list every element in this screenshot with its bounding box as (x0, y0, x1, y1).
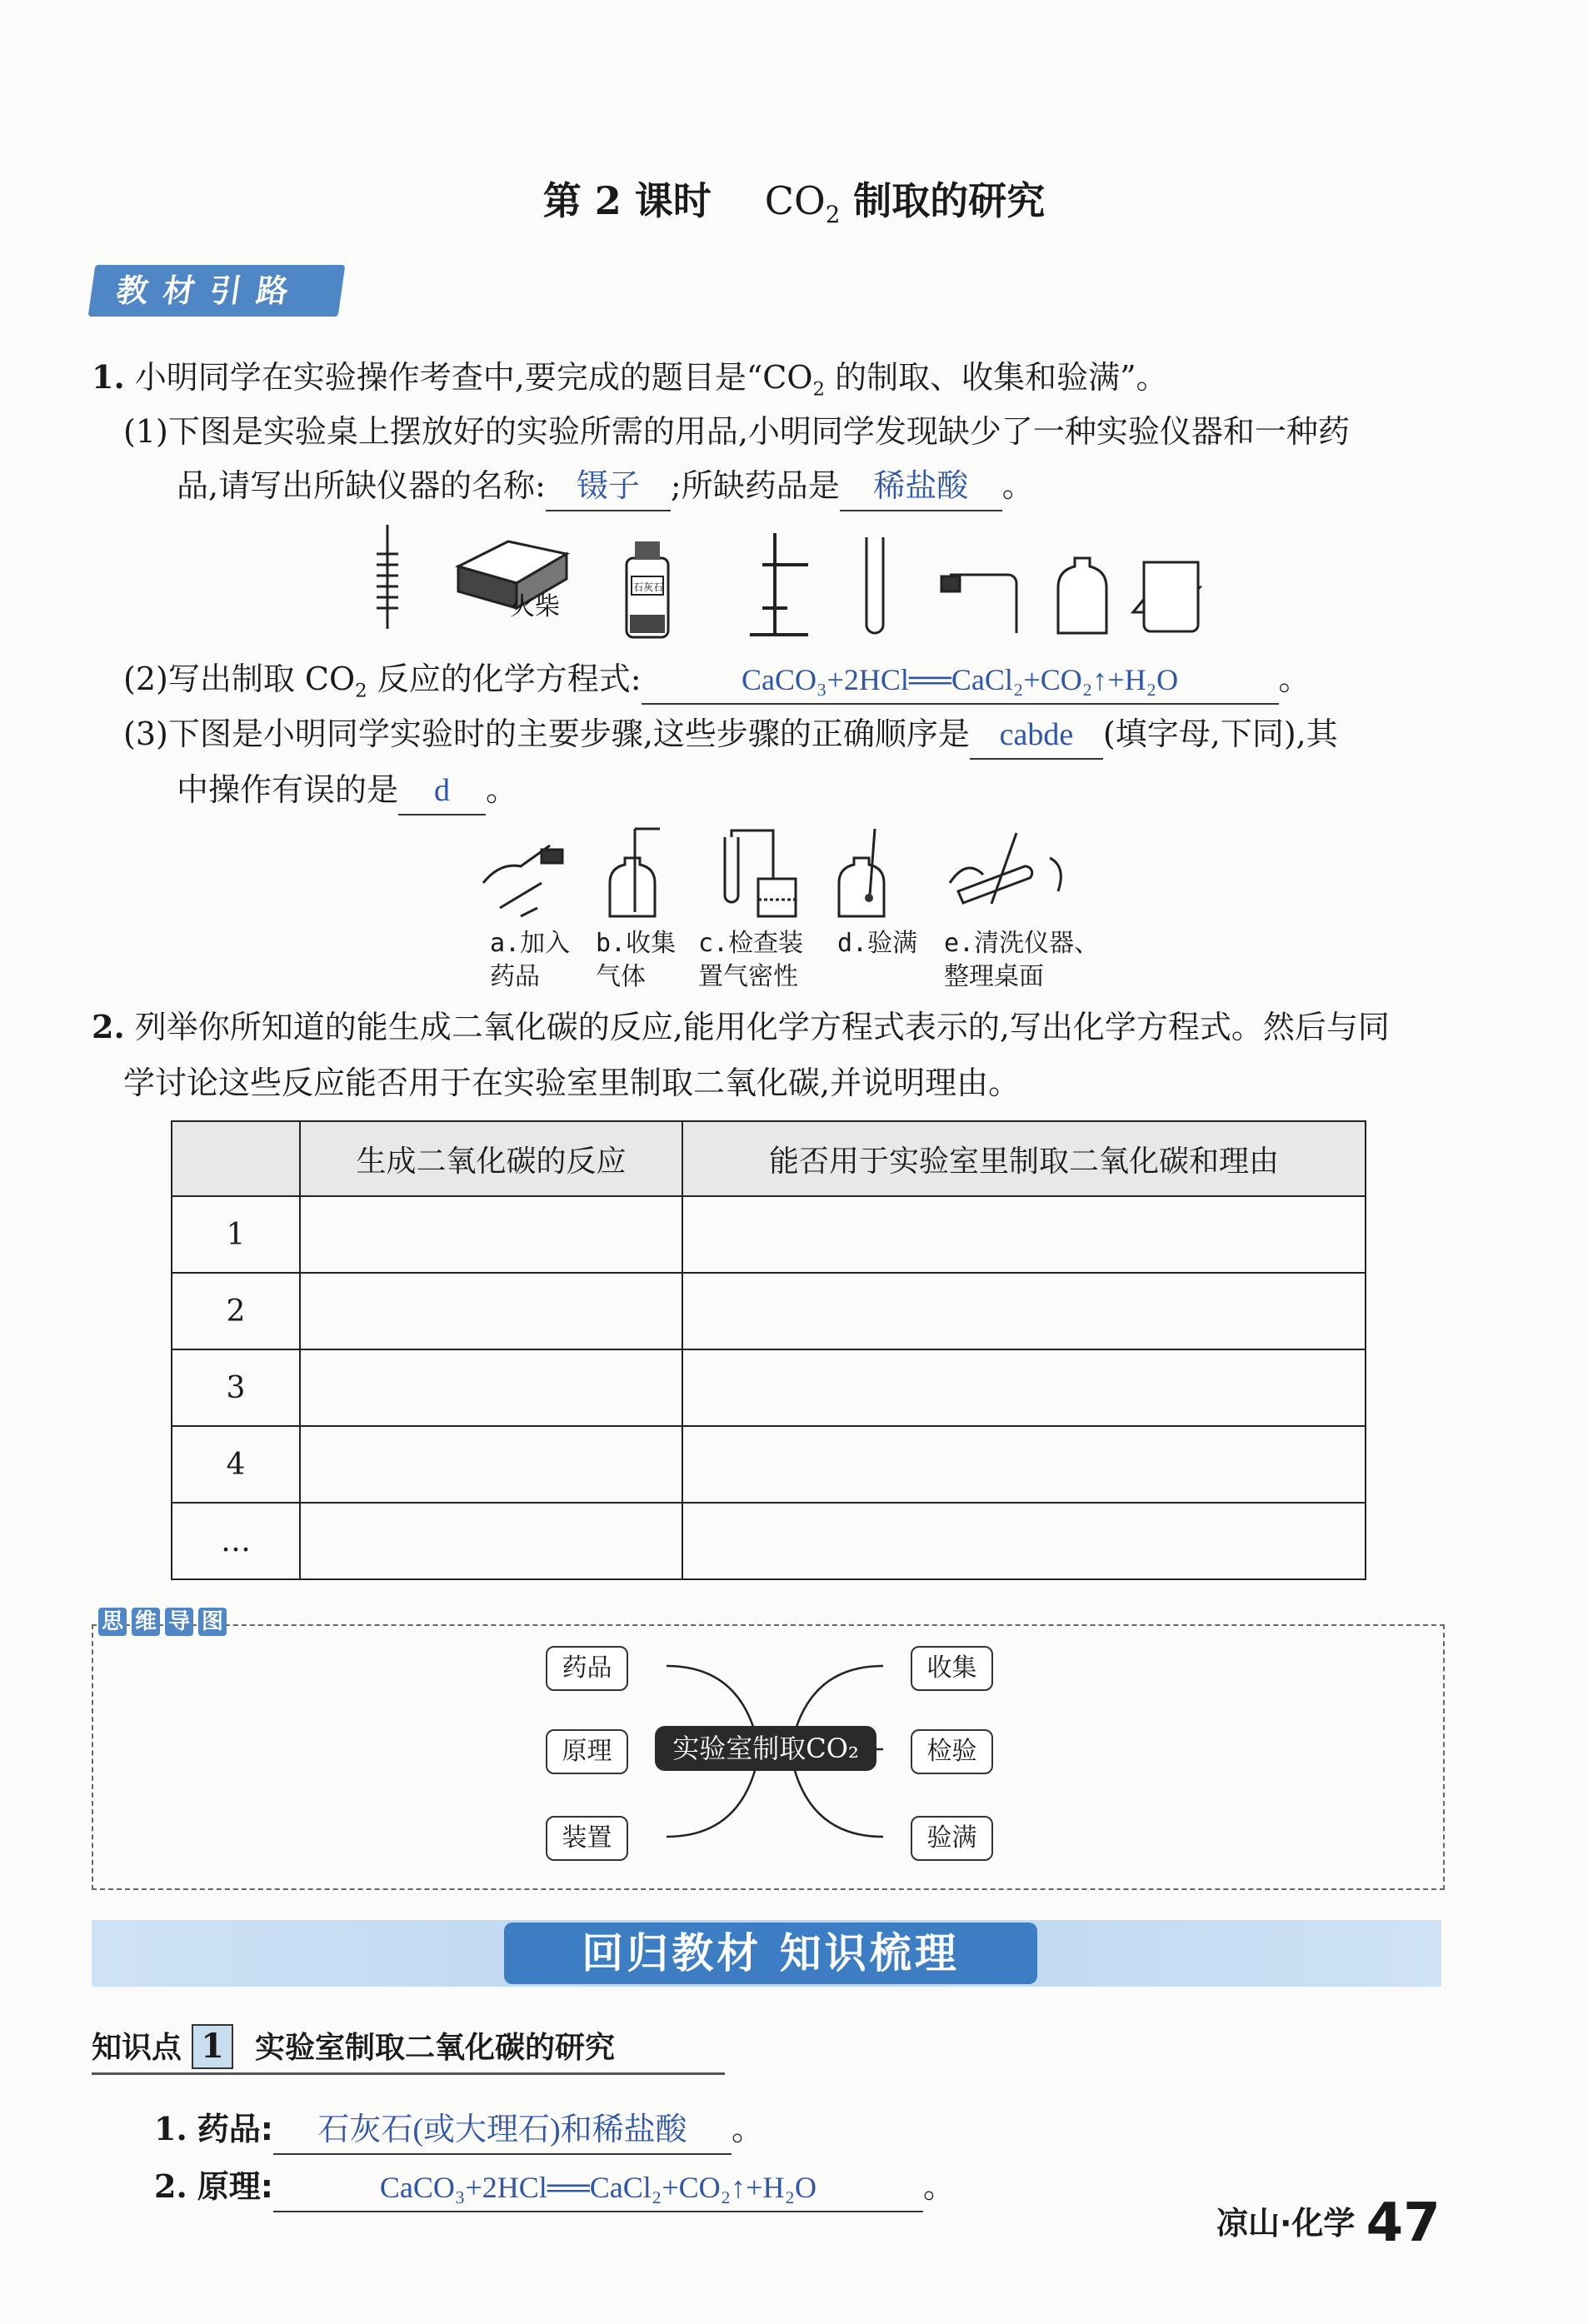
kp-number: 1 (192, 2024, 233, 2069)
title-formula: CO (764, 178, 826, 223)
answer-instrument: 镊子 (546, 463, 671, 511)
mindmap-node-principle: 原理 (546, 1729, 628, 1774)
step-c-line1: c.检查装 (698, 929, 804, 958)
q1-part3-line2 (177, 766, 517, 815)
q1-part2-sub: 2 (355, 680, 367, 702)
step-b-line2: 气体 (596, 962, 646, 991)
kp-item-2 (154, 2163, 955, 2212)
q1-stem-sub: 2 (812, 378, 826, 401)
reason-cell[interactable] (682, 1426, 1366, 1503)
kp-title: 实验室制取二氧化碳的研究 (255, 2031, 616, 2065)
row-index: 1 (172, 1196, 300, 1273)
beaker-icon (1140, 550, 1206, 641)
steps-illustration (475, 825, 1108, 925)
row-index: 2 (172, 1273, 300, 1349)
table-row (172, 1349, 1366, 1426)
kp-item-1-answer: 石灰石(或大理石)和稀盐酸 (273, 2107, 732, 2155)
reason-cell[interactable] (682, 1503, 1366, 1579)
mindmap-node-apparatus: 装置 (546, 1816, 628, 1861)
table-row (172, 1426, 1366, 1503)
matchbox-icon (458, 541, 567, 621)
knowledge-point-header (92, 2024, 725, 2075)
mindmap-node-drugs: 药品 (546, 1646, 628, 1691)
q1-part1-text-b: ;所缺药品是 (670, 467, 840, 504)
reason-cell[interactable] (682, 1273, 1366, 1349)
title-sub: 2 (825, 201, 841, 229)
q1-part3-line1 (123, 711, 1338, 760)
page-number: 47 (1366, 2192, 1441, 2254)
table-row (172, 1503, 1366, 1579)
kp-item-1-number: 1. (154, 2110, 187, 2147)
matches-label: 火柴 (510, 592, 560, 621)
reactions-table (171, 1120, 1366, 1580)
kp-item-2-number: 2. (154, 2167, 187, 2205)
step-d-line1: d.验满 (837, 929, 918, 958)
step-b-icon (610, 829, 660, 916)
table-header-index (172, 1121, 300, 1196)
mindmap-tag (98, 1608, 227, 1636)
step-e-icon (950, 833, 1061, 904)
answer-order: cabde (970, 711, 1103, 760)
reason-cell[interactable] (682, 1349, 1366, 1426)
kp-item-1-label: 药品: (197, 2111, 273, 2147)
step-caption-c (698, 927, 803, 994)
q2-number: 2. (92, 1008, 125, 1045)
step-caption-d (837, 927, 917, 960)
mindmap-node-collect: 收集 (911, 1646, 993, 1691)
step-a-icon (483, 845, 562, 916)
mindmap-tag-char: 图 (198, 1608, 227, 1636)
equipment-illustration (367, 516, 1216, 641)
title-prefix: 第 2 课时 (542, 178, 712, 223)
q1-part1-line2 (177, 462, 1034, 511)
q2-text-1: 列举你所知道的能生成二氧化碳的反应,能用化学方程式表示的,写出化学方程式。然后与同 (134, 1009, 1390, 1045)
kp-item-2-label: 原理: (197, 2168, 273, 2205)
reason-cell[interactable] (682, 1196, 1366, 1273)
q2-line1 (92, 1004, 1390, 1050)
step-caption-e (944, 927, 1099, 994)
test-tube-brush-icon (377, 525, 398, 629)
reaction-cell[interactable] (300, 1426, 682, 1503)
bottle-label: 石灰石 (633, 581, 664, 593)
q1-part1-text-a: 品,请写出所缺仪器的名称: (177, 467, 546, 504)
mindmap-tag-char: 维 (132, 1608, 160, 1636)
footer-text: 凉山·化学 (1216, 2205, 1356, 2242)
q1-part2 (123, 656, 1311, 715)
answer-reagent: 稀盐酸 (840, 463, 1002, 511)
test-tube-icon (866, 537, 883, 633)
page-title (0, 171, 1588, 228)
step-d-icon (839, 829, 884, 916)
answer-wrong-step: d (398, 767, 486, 815)
reaction-cell[interactable] (300, 1503, 682, 1579)
table-header-row (172, 1121, 1366, 1196)
mindmap-node-full: 验满 (911, 1816, 993, 1861)
step-a-line2: 药品 (490, 962, 540, 991)
row-index: 4 (172, 1426, 300, 1503)
table-row (172, 1196, 1366, 1273)
step-b-line1: b.收集 (596, 929, 677, 958)
table-header-reaction: 生成二氧化碳的反应 (300, 1121, 682, 1196)
step-e-line1: e.清洗仪器、 (944, 929, 1100, 958)
reaction-cell[interactable] (300, 1349, 682, 1426)
q1-number: 1. (92, 358, 125, 396)
q1-part2-text-b: 反应的化学方程式: (367, 661, 642, 697)
reaction-cell[interactable] (300, 1273, 682, 1349)
reagent-bottle-icon (627, 541, 668, 637)
q2-line2: 学讨论这些反应能否用于在实验室里制取二氧化碳,并说明理由。 (123, 1065, 1021, 1101)
kp-label: 知识点 (92, 2031, 182, 2065)
q1-part3-text-a: (3)下图是小明同学实验时的主要步骤,这些步骤的正确顺序是 (123, 716, 970, 752)
title-suffix: 制取的研究 (840, 178, 1046, 223)
q1-part2-text-a: (2)写出制取 CO (123, 661, 356, 697)
kp-item-1 (154, 2106, 763, 2155)
delivery-tube-icon (941, 575, 1016, 633)
q1-part3-text-c: 中操作有误的是 (177, 771, 399, 808)
step-c-line2: 置气密性 (698, 962, 798, 991)
kp-item-2-answer: CaCO₃+2HCl══CaCl₂+CO₂↑+H₂O (273, 2164, 923, 2212)
q1-part3-end: 。 (486, 771, 518, 808)
step-caption-b (596, 927, 676, 994)
kp-item-1-end: 。 (731, 2111, 763, 2147)
reaction-cell[interactable] (300, 1196, 682, 1273)
answer-equation: CaCO₃+2HCl══CaCl₂+CO₂↑+H₂O (642, 656, 1279, 705)
step-c-icon (725, 830, 796, 916)
q1-part1-text-c: 。 (1001, 467, 1034, 504)
step-e-line2: 整理桌面 (944, 962, 1044, 991)
kp-item-2-end: 。 (922, 2168, 955, 2205)
row-index: … (172, 1503, 300, 1579)
table-header-reason: 能否用于实验室里制取二氧化碳和理由 (682, 1121, 1366, 1196)
q1-stem-b: 的制取、收集和验满”。 (825, 359, 1168, 396)
iron-stand-icon (750, 533, 808, 635)
mindmap-tag-char: 导 (165, 1608, 193, 1636)
table-row (172, 1273, 1366, 1349)
mindmap-tag-char: 思 (98, 1608, 127, 1636)
mindmap-center: 实验室制取CO₂ (655, 1726, 876, 1771)
mindmap-node-test: 检验 (911, 1729, 993, 1774)
gas-jar-icon (1058, 558, 1106, 633)
q1-part1-line1: (1)下图是实验桌上摆放好的实验所需的用品,小明同学发现缺少了一种实验仪器和一种药 (123, 413, 1350, 450)
step-a-line1: a.加入 (490, 929, 571, 958)
q1-stem (92, 354, 1168, 413)
page-footer (1216, 2192, 1441, 2254)
banner-title: 回归教材 知识梳理 (504, 1923, 1037, 1984)
step-caption-a (490, 927, 570, 994)
row-index: 3 (172, 1349, 300, 1426)
q1-part2-end: 。 (1278, 661, 1311, 697)
q1-stem-a: 小明同学在实验操作考查中,要完成的题目是“CO (134, 359, 813, 396)
section-tag-jiaocai: 教材引路 (88, 265, 346, 317)
q1-part3-text-b: (填字母,下同),其 (1102, 716, 1338, 752)
